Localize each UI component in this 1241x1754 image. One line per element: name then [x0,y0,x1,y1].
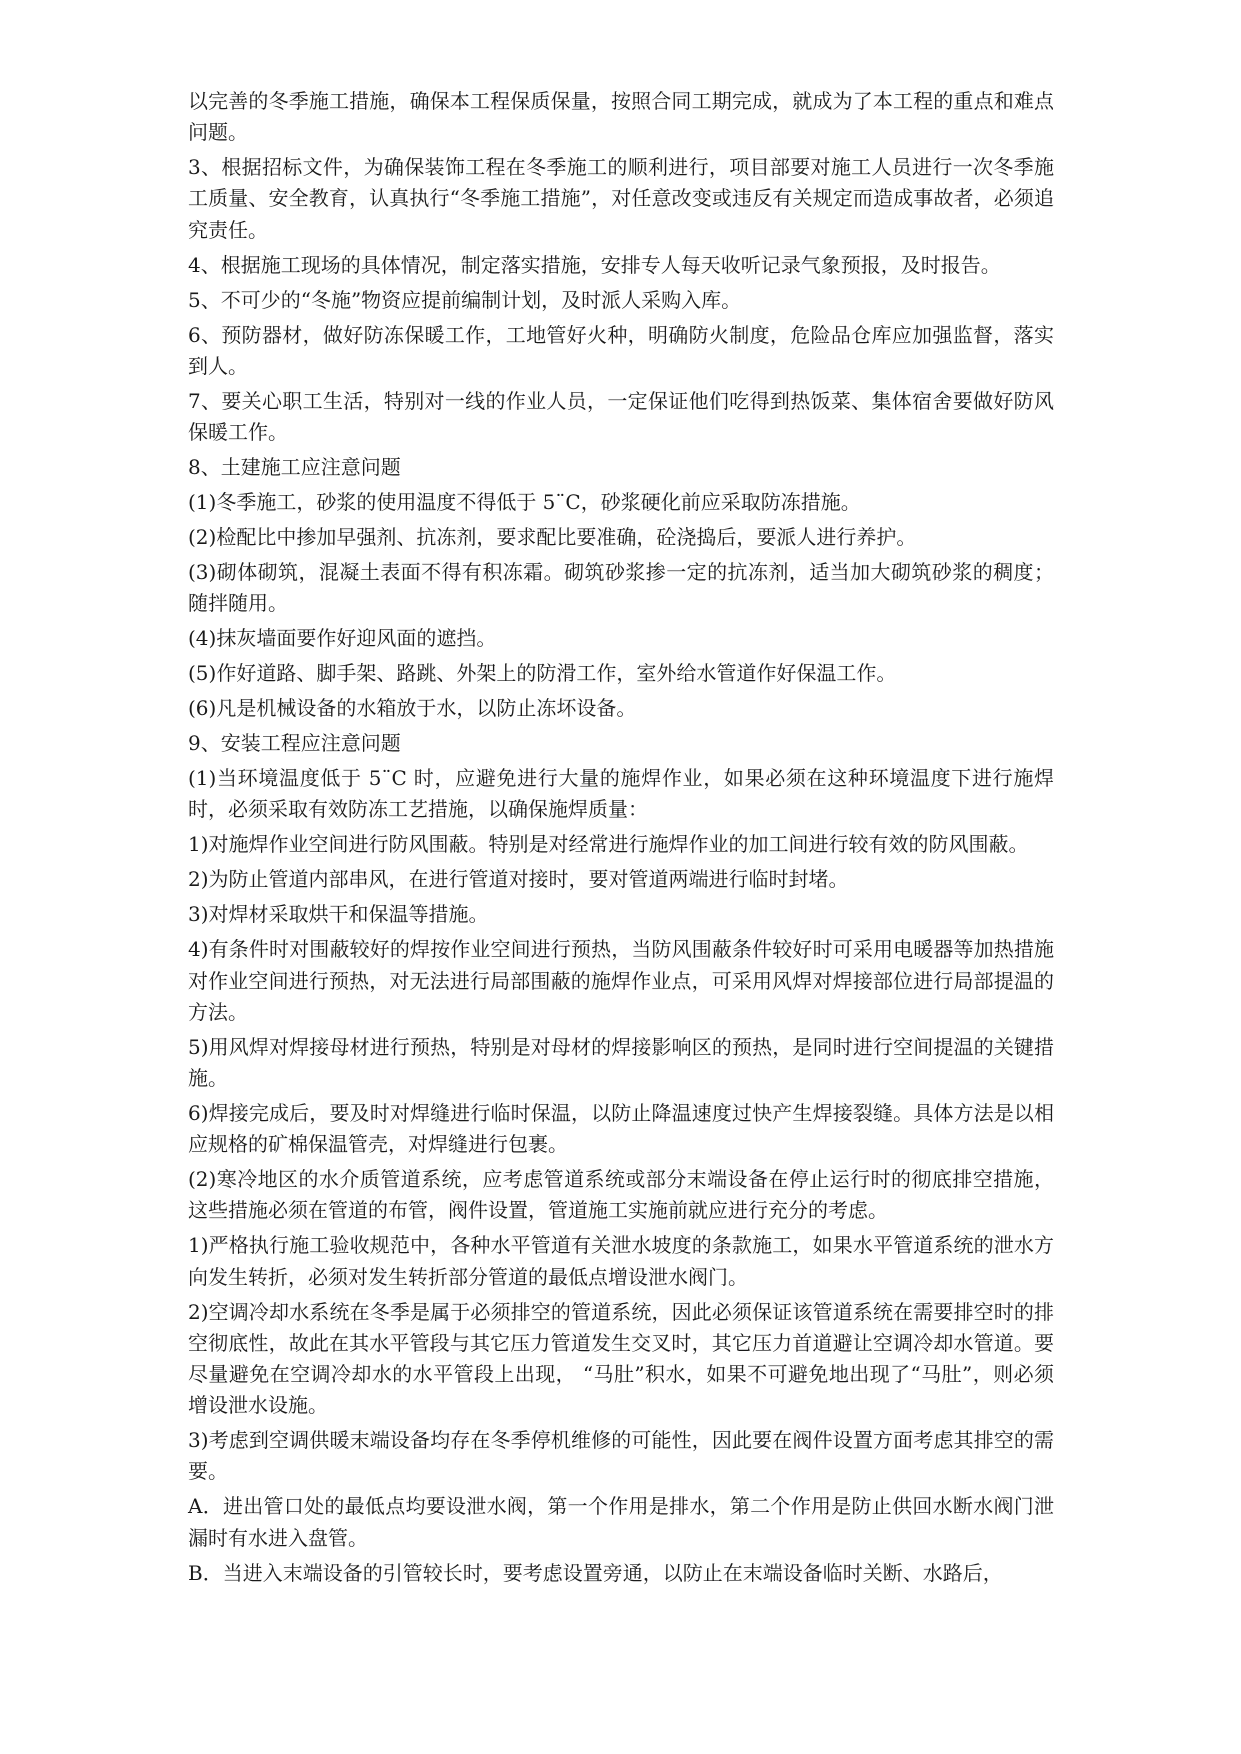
paragraph: 4、根据施工现场的具体情况，制定落实措施，安排专人每天收听记录气象预报，及时报告。 [188,252,1001,277]
paragraph: 4)有条件时对围蔽较好的焊按作业空间进行预热，当防风围蔽条件较好时可采用电暖器等加热措施对作业空间进行预热，对无法进行局部围蔽的施焊作业点，可采用风焊对焊接部位进行局部提温的方法。 [188,937,1054,1024]
section-heading: 8、土建施工应注意问题 [188,455,401,480]
paragraph: 7、要关心职工生活，特别对一线的作业人员，一定保证他们吃得到热饭菜、集体宿舍要做好防风保暖工作。 [188,388,1054,445]
paragraph: B．当进入末端设备的引管较长时，要考虑设置旁通，以防止在末端设备临时关断、水路后， [188,1560,1003,1585]
paragraph: 1)对施焊作业空间进行防风围蔽。特别是对经常进行施焊作业的加工间进行较有效的防风围蔽。 [188,832,1029,857]
paragraph: (2)检配比中掺加早强剂、抗冻剂，要求配比要准确，砼浇捣后，要派人进行养护。 [188,525,917,550]
document-body [188,86,1054,1593]
paragraph: 3、根据招标文件，为确保装饰工程在冬季施工的顺利进行，项目部要对施工人员进行一次冬季施工质量、安全教育，认真执行“冬季施工措施”，对任意改变或违反有关规定而造成事故者，必须追究责任。 [188,155,1054,242]
paragraph: 6、预防器材，做好防冻保暖工作，工地管好火种，明确防火制度，危险品仓库应加强监督，落实到人。 [188,322,1054,378]
paragraph: (3)砌体砌筑，混凝土表面不得有积冻霜。砌筑砂浆掺一定的抗冻剂，适当加大砌筑砂浆的稠度；随拌随用。 [188,560,1054,616]
section-heading: 9、安装工程应注意问题 [188,731,401,756]
paragraph: (1)当环境温度低于 5¨C 时，应避免进行大量的施焊作业，如果必须在这种环境温度下进行施焊时，必须采取有效防冻工艺措施，以确保施焊质量： [188,766,1054,822]
paragraph: 5)用风焊对焊接母材进行预热，特别是对母材的焊接影响区的预热，是同时进行空间提温的关键措施。 [188,1034,1054,1091]
paragraph: 2)为防止管道内部串风，在进行管道对接时，要对管道两端进行临时封堵。 [188,867,849,892]
paragraph: (2)寒冷地区的水介质管道系统，应考虑管道系统或部分末端设备在停止运行时的彻底排空措施，这些措施必须在管道的布管，阀件设置，管道施工实施前就应进行充分的考虑。 [188,1167,1054,1223]
paragraph: 3)对焊材采取烘干和保温等措施。 [188,902,489,927]
paragraph: (4)抹灰墙面要作好迎风面的遮挡。 [188,626,497,651]
paragraph: 3)考虑到空调供暖末端设备均存在冬季停机维修的可能性，因此要在阀件设置方面考虑其排空的需要。 [188,1428,1054,1484]
paragraph: 2)空调冷却水系统在冬季是属于必须排空的管道系统，因此必须保证该管道系统在需要排空时的排空彻底性，故此在其水平管段与其它压力管道发生交叉时，其它压力首道避让空调冷却水管道。要尽量避免在空调冷却水的水平管段上出现， “马肚”积水，如果不可避免地出现了“马肚”，则必须增设泄水设施。 [188,1299,1054,1418]
paragraph: (5)作好道路、脚手架、路跳、外架上的防滑工作，室外给水管道作好保温工作。 [188,661,897,686]
paragraph: (6)凡是机械设备的水箱放于水，以防止冻坏设备。 [188,696,637,721]
paragraph: (1)冬季施工，砂浆的使用温度不得低于 5¨C，砂浆硬化前应采取防冻措施。 [188,490,861,515]
paragraph: 5、不可少的“冬施”物资应提前编制计划，及时派人采购入库。 [188,287,742,312]
paragraph: 1)严格执行施工验收规范中，各种水平管道有关泄水坡度的条款施工，如果水平管道系统的泄水方向发生转折，必须对发生转折部分管道的最低点增设泄水阀门。 [188,1233,1054,1289]
paragraph: 6)焊接完成后，要及时对焊缝进行临时保温，以防止降温速度过快产生焊接裂缝。具体方法是以相应规格的矿棉保温管壳，对焊缝进行包裹。 [188,1101,1054,1157]
paragraph: 以完善的冬季施工措施，确保本工程保质保量，按照合同工期完成，就成为了本工程的重点和难点问题。 [188,89,1054,145]
paragraph: A．进出管口处的最低点均要设泄水阀，第一个作用是排水，第二个作用是防止供回水断水阀门泄漏时有水进入盘管。 [188,1494,1054,1550]
